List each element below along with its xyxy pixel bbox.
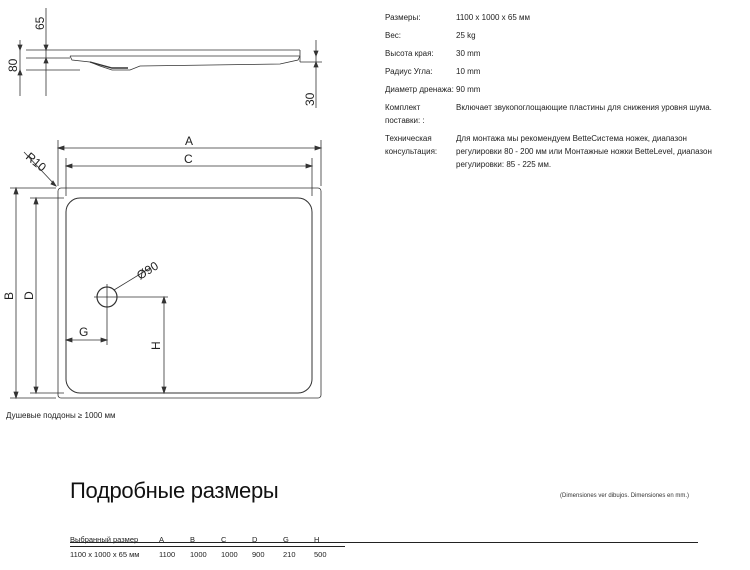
spec-row-size [385,11,725,24]
section-note: (Dimensiones ver dibujos. Dimensiones en mm.) [560,493,690,499]
dim-label-30: 30 [303,92,317,106]
table-row [70,547,345,562]
spec-value: 30 mm [456,49,481,58]
header-c: C [221,532,252,547]
spec-row-delivery [385,101,725,127]
header-h: H [314,532,345,547]
dim-label-d: D [22,291,36,300]
dim-label-b: B [2,291,16,300]
header-b: B [190,532,221,547]
spec-value: 10 mm [456,67,481,76]
dim-label-h: H [149,341,163,350]
cell-a: 1100 [159,549,176,559]
spec-label: Размеры: [385,13,421,22]
side-profile-view [18,8,322,108]
spec-value: 25 kg [456,31,476,40]
dim-label-c: C [184,152,193,166]
cell-g: 210 [283,549,296,559]
cell-h: 500 [314,549,327,559]
spec-value: 1100 x 1000 x 65 мм [456,13,531,22]
spec-label: Диаметр дренажа: [385,85,454,94]
cell-b: 1000 [190,549,207,559]
spec-label: Высота края: [385,49,434,58]
table-header-row [70,532,345,547]
header-selected-size: Выбранный размер [70,532,159,547]
header-a: A [159,532,190,547]
dim-label-drain: Ø90 [134,258,161,283]
specs-list [385,11,725,176]
dim-label-g: G [79,325,89,339]
dim-label-a: A [185,134,194,148]
spec-label: Техническая консультация: [385,134,438,156]
spec-row-corner-radius [385,65,725,78]
spec-label: Комплект поставки: : [385,103,425,125]
spec-row-weight [385,29,725,42]
spec-label: Вес: [385,31,402,40]
drawing-caption: Душевые поддоны ≥ 1000 мм [6,411,116,420]
plan-view [10,140,321,398]
spec-row-drain-diameter [385,83,725,96]
dim-label-65: 65 [33,16,47,30]
dim-label-r10: R10 [23,149,49,175]
header-g: G [283,532,314,547]
spec-value: Включает звукопоглощающие пластины для снижения уровня шума. [456,103,712,112]
spec-label: Радиус Угла: [385,67,433,76]
spec-row-tech-consult [385,132,725,171]
section-title: Подробные размеры [70,478,279,503]
spec-value: 90 mm [456,85,481,94]
header-d: D [252,532,283,547]
cell-c: 1000 [221,549,238,559]
cell-size: 1100 x 1000 x 65 мм [70,549,140,559]
cell-d: 900 [252,549,265,559]
spec-row-edge-height [385,47,725,60]
dim-label-80: 80 [6,58,20,72]
spec-value: Для монтажа мы рекомендуем BetteСистема ножек, диапазон регулировки 80 - 200 мм или Монтажные ножки BetteLevel, диапазон регулировки: 85 - 225 мм. [456,134,712,169]
dimensions-table [70,532,345,561]
